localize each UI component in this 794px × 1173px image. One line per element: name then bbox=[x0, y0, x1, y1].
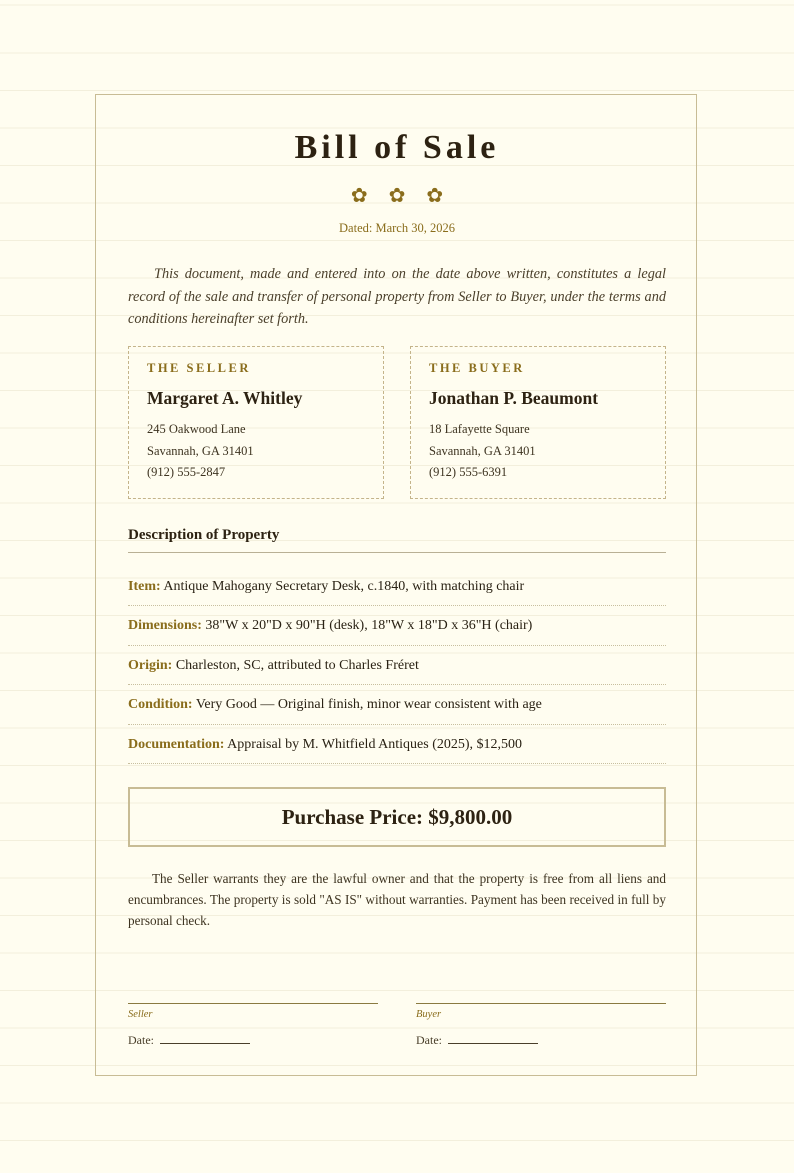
seller-address-line-2: Savannah, GA 31401 bbox=[147, 443, 254, 458]
property-list bbox=[128, 567, 666, 764]
buyer-box bbox=[410, 346, 666, 499]
buyer-date-field bbox=[416, 1032, 666, 1048]
property-field-value: Antique Mahogany Secretary Desk, c.1840, with matching chair bbox=[163, 579, 525, 594]
property-field-value: Charleston, SC, attributed to Charles Fréret bbox=[175, 657, 419, 673]
buyer-signature-line[interactable] bbox=[416, 1003, 666, 1004]
seller-date-blank[interactable] bbox=[160, 1032, 250, 1044]
warranty-paragraph: The Seller warrants they are the lawful owner and that the property is free from all liens and encumbrances. The property is sold "AS IS" without warranties. Payment has been received in full by personal check. bbox=[128, 871, 666, 928]
property-field-label: Item: bbox=[128, 579, 161, 594]
seller-signature-block bbox=[128, 1003, 378, 1048]
purchase-price-box: Purchase Price: $9,800.00 bbox=[128, 787, 666, 847]
property-row-item bbox=[128, 567, 666, 606]
property-section-heading: Description of Property bbox=[128, 527, 666, 553]
property-field-label: Dimensions: bbox=[128, 618, 202, 634]
property-field-value: Very Good — Original finish, minor wear consistent with age bbox=[195, 697, 542, 713]
buyer-name: Jonathan P. Beaumont bbox=[429, 388, 599, 408]
property-field-label: Documentation: bbox=[128, 736, 225, 752]
buyer-phone: (912) 555-6391 bbox=[429, 465, 508, 479]
buyer-label: THE BUYER bbox=[429, 361, 525, 375]
seller-label: THE SELLER bbox=[147, 361, 251, 375]
flower-icon: ✿ bbox=[388, 185, 406, 207]
property-field-label: Condition: bbox=[128, 697, 193, 713]
document-date: Dated: March 30, 2026 bbox=[339, 221, 455, 235]
seller-phone: (912) 555-2847 bbox=[147, 465, 226, 479]
seller-date-field bbox=[128, 1032, 378, 1048]
flower-icon: ✿ bbox=[350, 185, 368, 207]
intro-paragraph: This document, made and entered into on the date above written, constitutes a legal record of the sale and transfer of personal property from Seller to Buyer, under the terms and conditions hereinafter set forth. bbox=[128, 266, 666, 327]
seller-date-label: Date: bbox=[128, 1033, 154, 1047]
seller-signature-line[interactable] bbox=[128, 1003, 378, 1004]
seller-name: Margaret A. Whitley bbox=[147, 388, 303, 408]
flourish-ornament bbox=[128, 183, 666, 208]
buyer-signature-block bbox=[416, 1003, 666, 1048]
seller-box bbox=[128, 346, 384, 499]
flower-icon: ✿ bbox=[426, 185, 444, 207]
property-row-condition bbox=[128, 685, 666, 724]
buyer-date-label: Date: bbox=[416, 1033, 442, 1047]
seller-signature-label: Seller bbox=[128, 1009, 153, 1020]
property-field-label: Origin: bbox=[128, 657, 173, 673]
buyer-date-blank[interactable] bbox=[448, 1032, 538, 1044]
property-row-dimensions bbox=[128, 606, 666, 645]
property-field-value: Appraisal by M. Whitfield Antiques (2025), $12,500 bbox=[227, 736, 523, 752]
bill-of-sale-sheet bbox=[95, 94, 697, 1076]
seller-address-line-1: 245 Oakwood Lane bbox=[147, 422, 246, 436]
property-row-origin bbox=[128, 646, 666, 685]
buyer-signature-label: Buyer bbox=[416, 1009, 442, 1020]
buyer-address-line-1: 18 Lafayette Square bbox=[429, 422, 530, 436]
document-title: Bill of Sale bbox=[294, 129, 500, 166]
buyer-address-line-2: Savannah, GA 31401 bbox=[429, 443, 536, 458]
property-field-value: 38"W x 20"D x 90"H (desk), 18"W x 18"D x 36"H (chair) bbox=[205, 618, 533, 634]
property-row-documentation bbox=[128, 725, 666, 764]
